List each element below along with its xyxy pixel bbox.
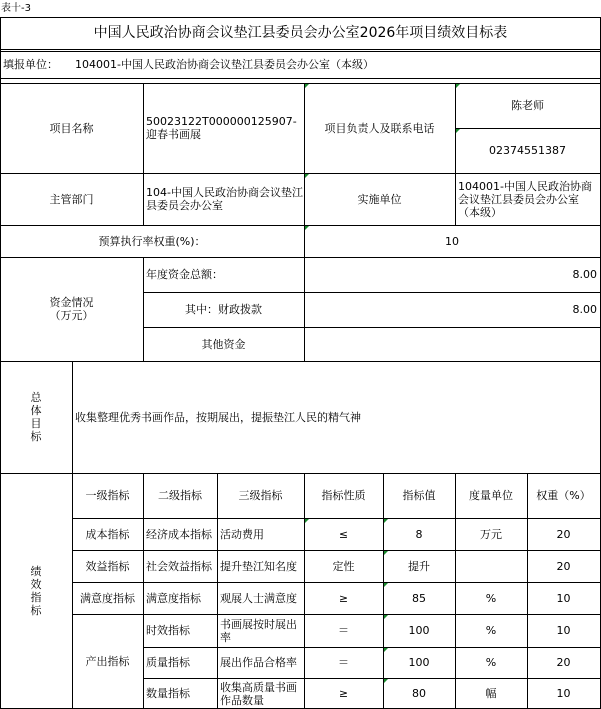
perf-header-2: 三级指标 [238,489,283,502]
perf-cell-l2: 时效指标 [146,624,190,637]
perf-cell-l1: 成本指标 [85,527,130,541]
perf-cell-unit: 万元 [480,527,502,541]
funds-other-value [304,327,600,361]
perf-cell-l3: 收集高质量书画作品数量 [220,680,297,707]
perf-cell-value: 100 [408,624,430,637]
perf-cell-value: 100 [408,656,430,669]
perf-cell-weight: 10 [556,624,571,637]
perf-cell-l1: 产出指标 [85,655,130,668]
perf-cell-l3: 提升垫江知名度 [220,559,297,573]
perf-cell-value: 85 [412,591,426,605]
funds-other-label: 其他资金 [201,337,246,351]
perf-header-6: 权重（%） [536,489,591,502]
contact-phone: 02374551387 [489,144,566,157]
perf-cell-l2: 社会效益指标 [146,559,212,573]
funds-fiscal-label: 其中：财政拨款 [185,303,262,316]
perf-header-4: 指标值 [402,489,436,502]
dept-label: 主管部门 [49,192,94,206]
perf-cell-l2: 质量指标 [146,656,190,669]
perf-cell-weight: 20 [556,559,571,573]
funds-fiscal-value: 8.00 [572,303,597,316]
perf-cell-l3: 展出作品合格率 [220,656,297,669]
funds-annual-label: 年度资金总额： [146,268,223,281]
perf-cell-l3: 活动费用 [220,527,264,541]
budget-rate-label: 预算执行率权重(%)： [98,234,206,248]
perf-cell-unit: 幅 [485,687,497,700]
perf-cell-nature: ＝ [338,624,349,637]
perf-cell-value: 提升 [408,559,430,573]
perf-cell-unit: % [485,624,497,637]
grid-line [0,78,601,79]
perf-cell-nature: ＝ [338,656,349,669]
perf-cell-weight: 20 [556,656,571,669]
perf-cell-nature: ≥ [338,687,349,700]
grid-line [0,49,601,50]
fill-unit-label: 填报单位： [3,58,58,71]
impl-value: 104001-中国人民政治协商会议垫江县委员会办公室（本级） [458,179,592,219]
perf-cell-weight: 20 [556,527,571,541]
perf-cell-unit: % [485,656,497,669]
contact-label: 项目负责人及联系电话 [324,121,435,135]
perf-header-3: 指标性质 [321,489,366,502]
perf-cell-l2: 满意度指标 [146,591,201,605]
perf-header-1: 二级指标 [158,489,202,502]
perf-header-5: 度量单位 [469,489,513,502]
perf-cell-nature: 定性 [332,559,355,573]
perf-cell-nature: ≤ [338,527,349,541]
perf-cell-value: 80 [412,687,426,700]
project-name-value: 50023122T000000125907-迎春书画展 [146,115,297,141]
perf-header-0: 一级指标 [85,489,130,502]
perf-cell-l1: 满意度指标 [80,591,135,605]
funds-label: 资金情况 （万元） [49,296,94,322]
perf-cell-weight: 10 [556,687,571,700]
perf-cell-l2: 经济成本指标 [146,527,212,541]
contact-name: 陈老师 [511,99,544,112]
perf-cell-unit [455,550,527,582]
perf-cell-l1: 效益指标 [85,559,130,573]
funds-annual-value: 8.00 [572,268,597,281]
impl-label: 实施单位 [357,192,402,206]
perf-cell-l3: 书画展按时展出率 [220,617,297,644]
perf-cell-nature: ≥ [338,591,349,605]
perf-cell-l2: 数量指标 [146,687,190,700]
perf-label: 绩 效 指 标 [30,565,42,617]
perf-cell-value: 8 [415,527,423,541]
perf-cell-l3: 观展人士满意度 [220,591,297,605]
budget-rate-value: 10 [445,234,459,248]
page-title: 中国人民政治协商会议垫江县委员会办公室2026年项目绩效目标表 [93,24,508,41]
table-number: 表十-3 [1,2,31,14]
project-name-label: 项目名称 [49,121,94,135]
perf-cell-weight: 10 [556,591,571,605]
goal-text: 收集整理优秀书画作品，按期展出，提振垫江人民的精气神 [75,410,361,424]
perf-cell-unit: % [485,591,497,605]
goal-label: 总 体 目 标 [30,391,42,443]
fill-unit-value: 104001-中国人民政治协商会议垫江县委员会办公室（本级） [75,58,374,71]
dept-value: 104-中国人民政治协商会议垫江县委员会办公室 [146,186,303,212]
